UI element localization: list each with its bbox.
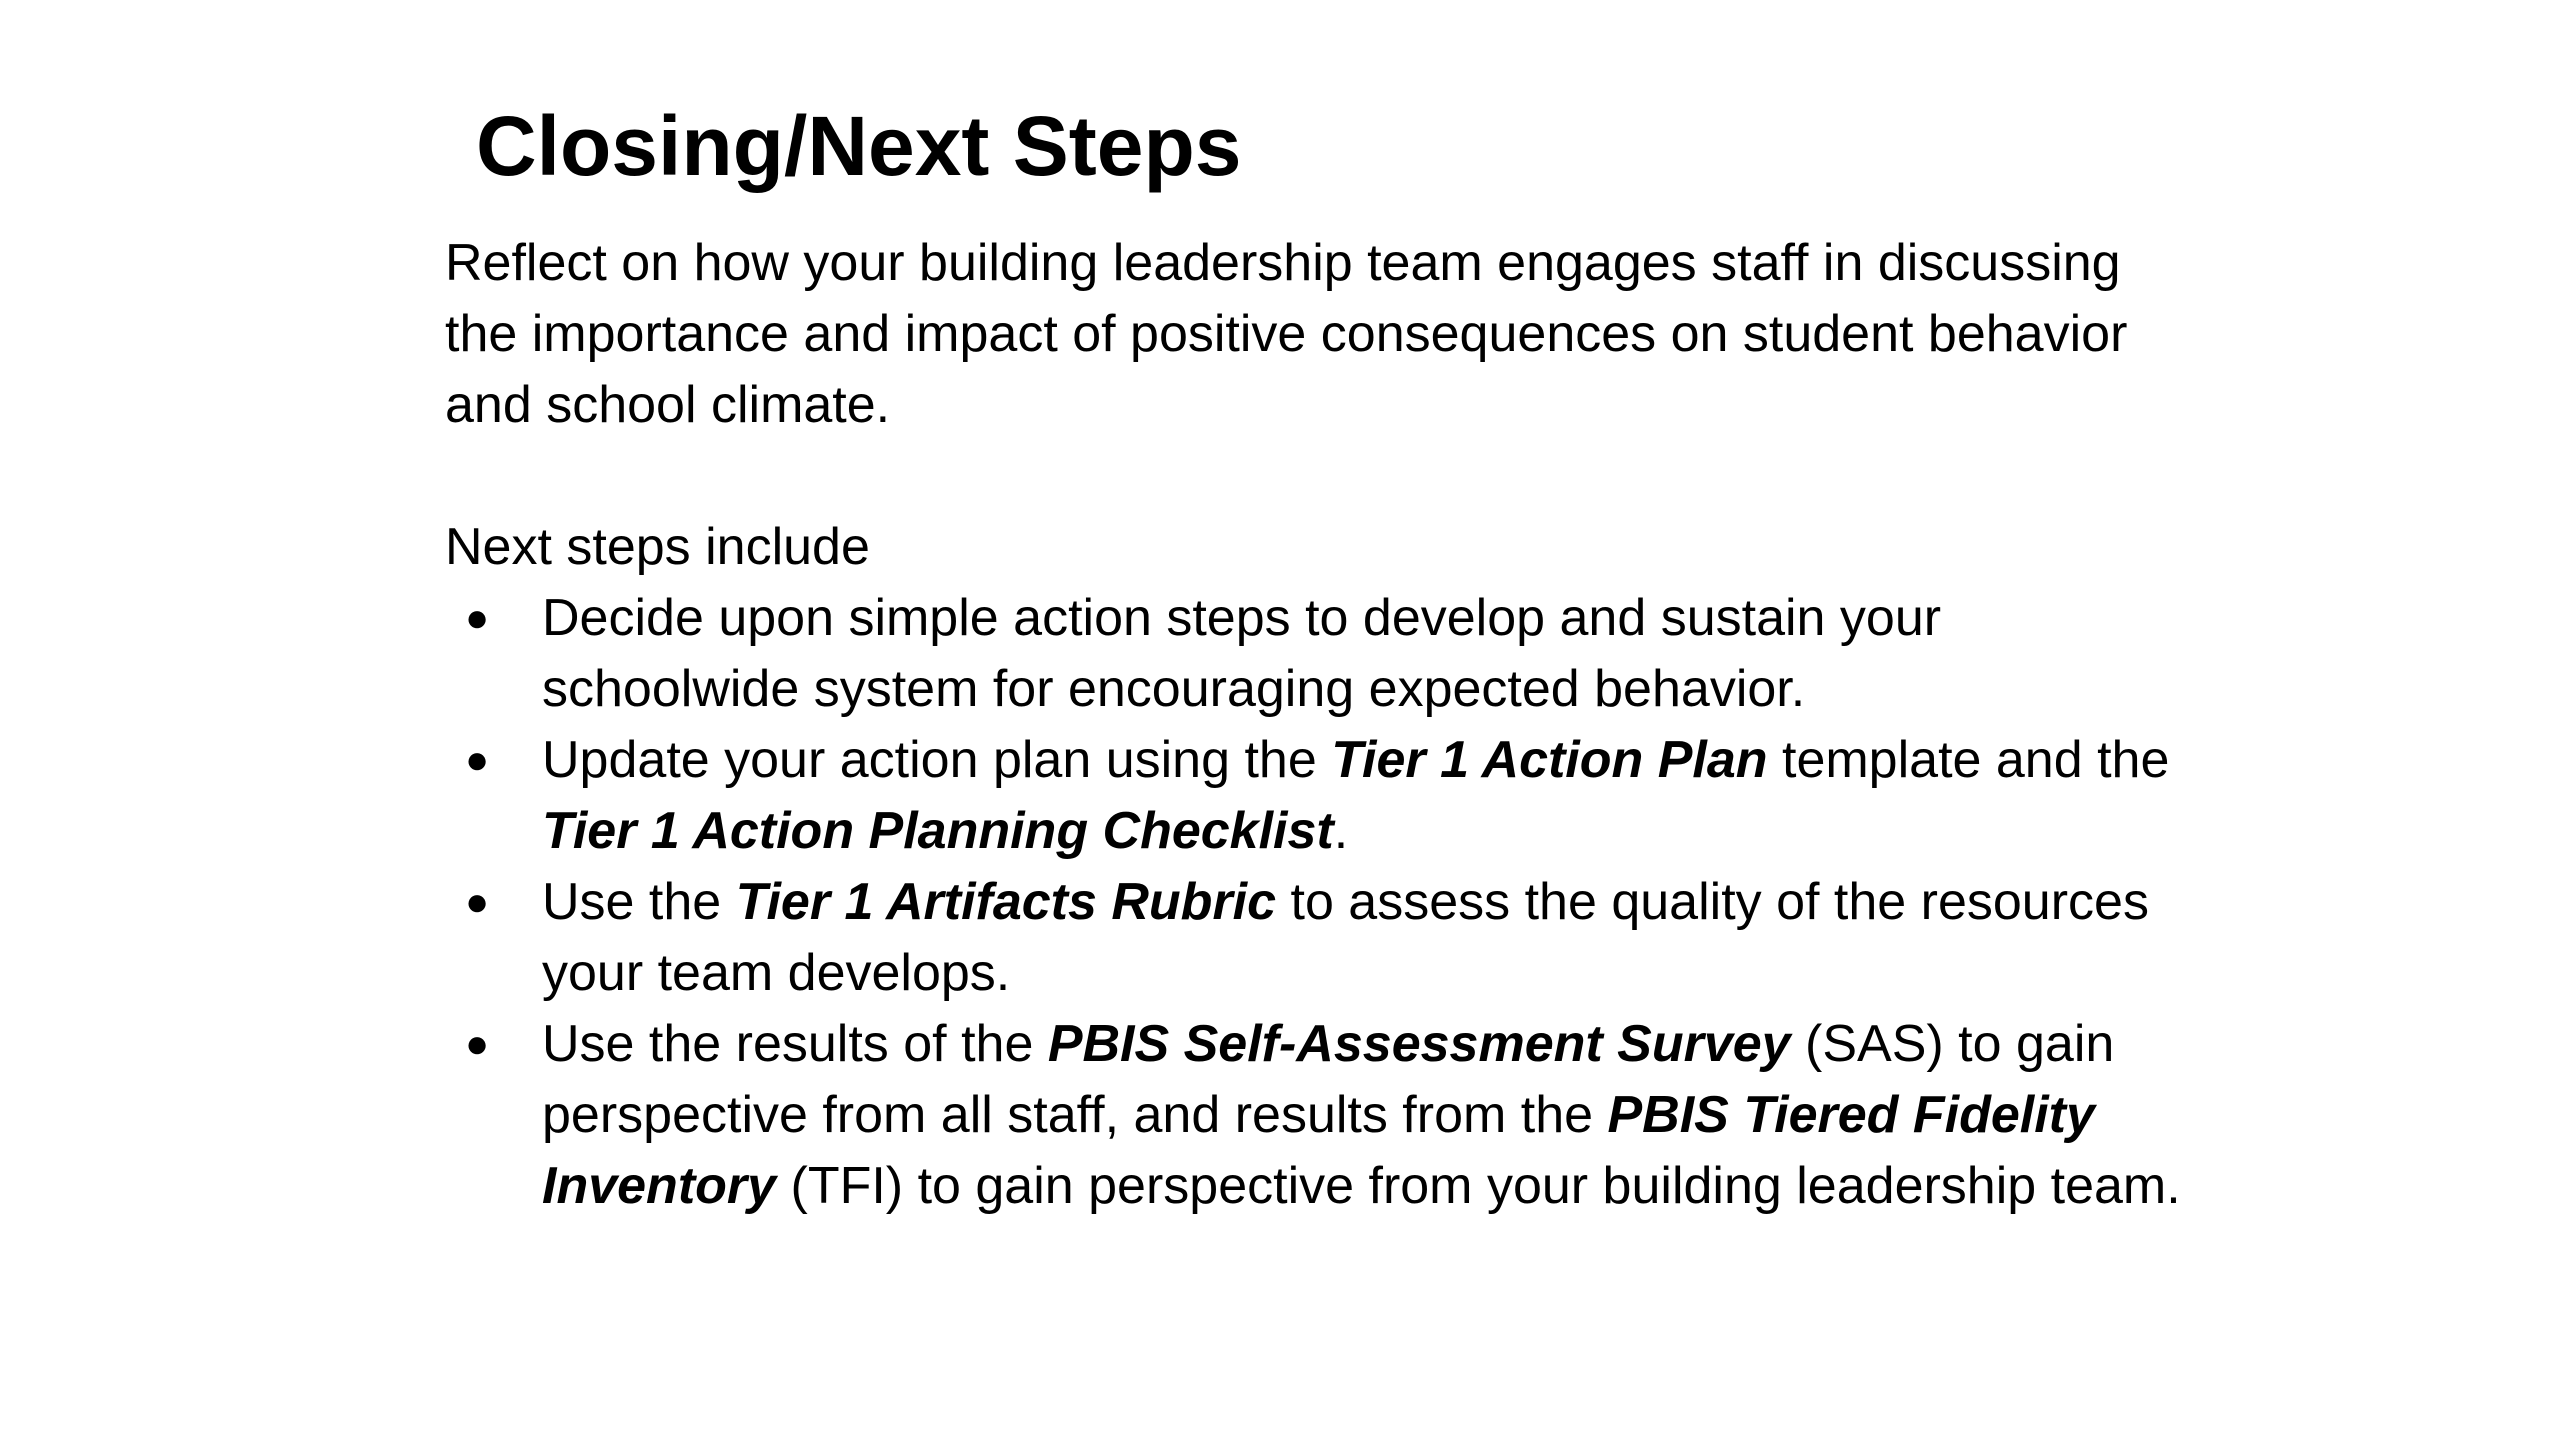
intro-paragraph: Reflect on how your building leadership team engages staff in discussing the importance and impact of positive consequences on student behavior and school climate. xyxy=(445,234,2128,434)
step-text: Update your action plan using the xyxy=(542,731,1332,789)
bullet-icon: ● xyxy=(465,738,490,782)
list-item xyxy=(445,583,2185,725)
step-text: to assess the quality of the resources your team develops. xyxy=(542,873,2149,1002)
slide-title: Closing/Next Steps xyxy=(476,99,1242,193)
step-text: Use the xyxy=(542,873,736,931)
resource-title: Tier 1 Artifacts Rubric xyxy=(735,873,1277,931)
list-item xyxy=(445,1009,2185,1222)
bullet-icon: ● xyxy=(465,1022,490,1066)
bullet-icon: ● xyxy=(465,880,490,924)
step-text: (TFI) to gain perspective from your building leadership team. xyxy=(776,1157,2181,1215)
step-text: template and the xyxy=(1767,731,2170,789)
next-steps-heading: Next steps include xyxy=(445,518,870,576)
step-text: Decide upon simple action steps to develop and sustain your schoolwide system for encouraging expected behavior. xyxy=(542,589,1942,718)
bullet-icon: ● xyxy=(465,596,490,640)
slide-body xyxy=(445,228,2185,1222)
resource-title: PBIS Self-Assessment Survey xyxy=(1047,1015,1791,1073)
next-steps-list xyxy=(445,583,2185,1222)
resource-title: Tier 1 Action Plan xyxy=(1331,731,1768,789)
step-text: Use the results of the xyxy=(542,1015,1048,1073)
list-item xyxy=(445,725,2185,867)
resource-title: PBIS Tiered Fidelity Inventory xyxy=(542,1086,2095,1215)
step-text: (SAS) to gain perspective from all staff, and results from the xyxy=(542,1015,2115,1144)
resource-title: Tier 1 Action Planning Checklist xyxy=(542,802,1334,860)
list-item xyxy=(445,867,2185,1009)
step-text: . xyxy=(1333,802,1349,860)
